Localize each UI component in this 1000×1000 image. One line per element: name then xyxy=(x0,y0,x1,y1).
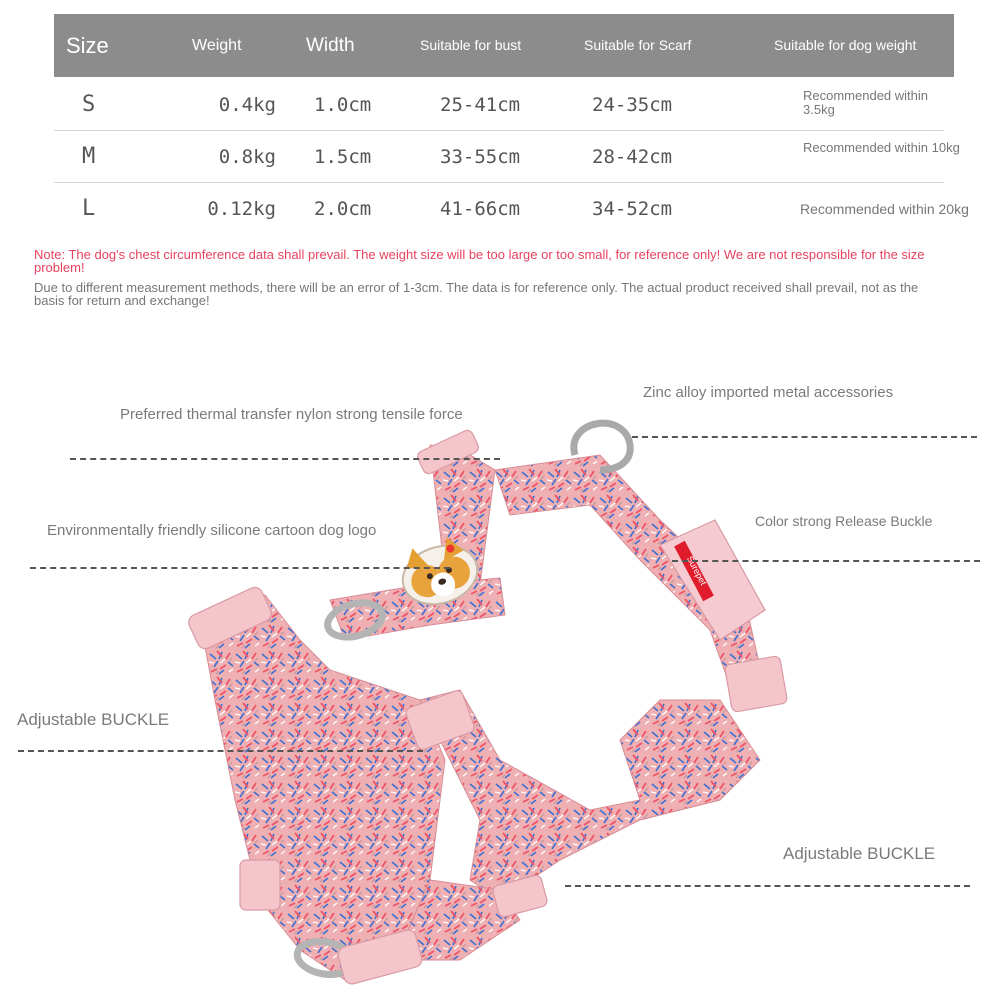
header-bust: Suitable for bust xyxy=(420,37,522,53)
adjustable-buckle-leader-left xyxy=(18,750,423,752)
weight-cell: 0.12kg xyxy=(207,198,276,220)
bust-cell: 41-66cm xyxy=(440,198,521,220)
adjustable-buckle-callout-right: Adjustable BUCKLE xyxy=(783,844,936,863)
width-cell: 1.5cm xyxy=(314,146,372,168)
header-width: Width xyxy=(306,35,355,56)
recommended-cell: Recommended within 10kg xyxy=(803,140,960,155)
header-dog-weight: Suitable for dog weight xyxy=(774,37,917,53)
recommended-cell: Recommended within 20kg xyxy=(800,201,969,217)
dog-logo-leader xyxy=(30,567,450,569)
scarf-cell: 34-52cm xyxy=(592,198,673,220)
size-cell: M xyxy=(82,144,96,169)
nylon-leader xyxy=(70,458,500,460)
scarf-cell: 24-35cm xyxy=(592,94,673,116)
adjustable-buckle-callout-left: Adjustable BUCKLE xyxy=(17,710,170,729)
adjustable-buckle-leader-right xyxy=(565,885,970,887)
weight-cell: 0.8kg xyxy=(218,146,276,168)
weight-cell: 0.4kg xyxy=(218,94,276,116)
header-size: Size xyxy=(66,33,109,58)
header-weight: Weight xyxy=(192,37,242,54)
width-cell: 1.0cm xyxy=(314,94,372,116)
recommended-cell: Recommended within 3.5kg xyxy=(803,88,929,117)
header-scarf: Suitable for Scarf xyxy=(584,37,692,53)
width-cell: 2.0cm xyxy=(314,198,372,220)
release-buckle-leader xyxy=(672,560,980,562)
size-cell: S xyxy=(82,92,96,117)
chest-strap-left xyxy=(200,595,445,980)
brand-tag-label: Surepet xyxy=(684,554,709,587)
bust-cell: 33-55cm xyxy=(440,146,521,168)
size-warning-note: Note: The dog's chest circumference data shall prevail. The weight size will be too large or too small, for reference only! We are not responsible for the size problem! xyxy=(34,247,925,275)
size-cell: L xyxy=(82,196,96,221)
nylon-callout: Preferred thermal transfer nylon strong tensile force xyxy=(120,406,463,423)
metal-accessories-callout: Zinc alloy imported metal accessories xyxy=(643,384,894,401)
measurement-disclaimer: Due to different measurement methods, there will be an error of 1-3cm. The data is for reference only. The actual product received shall prevail, not as the basis for return and exchange! xyxy=(34,280,919,308)
release-buckle-callout: Color strong Release Buckle xyxy=(755,513,933,529)
scarf-cell: 28-42cm xyxy=(592,146,673,168)
bust-cell: 25-41cm xyxy=(440,94,521,116)
metal-accessories-leader xyxy=(632,436,977,438)
dog-logo-callout: Environmentally friendly silicone cartoon dog logo xyxy=(47,522,377,539)
